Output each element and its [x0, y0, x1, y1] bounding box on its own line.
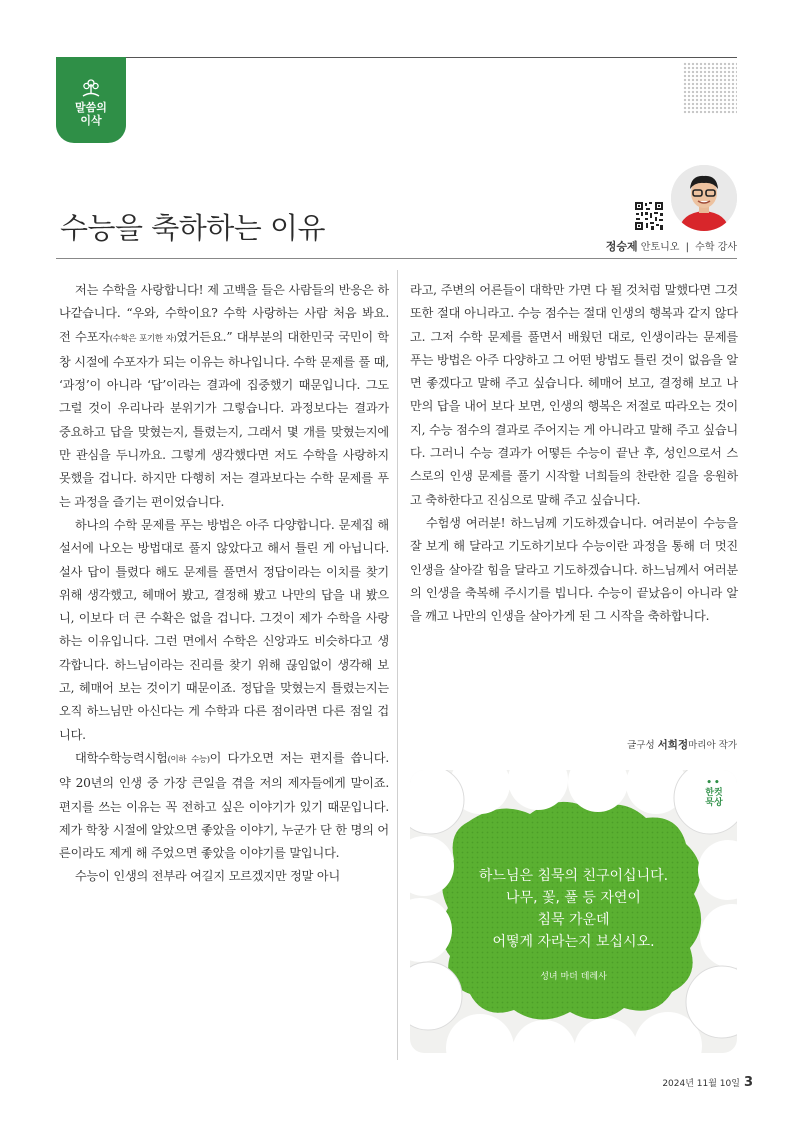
page-footer: [662, 1071, 753, 1090]
left-column: [59, 279, 389, 889]
author-byline: [606, 238, 737, 254]
author-name: 정승제: [605, 240, 638, 253]
quote-line: 하느님은 침묵의 친구이십니다.: [478, 868, 669, 884]
section-badge: [56, 57, 126, 143]
credit-role: 마리아 작가: [688, 740, 737, 751]
tag-dots-icon: ••: [706, 778, 722, 788]
halftone-decoration: [683, 62, 737, 114]
section-label-line2: 이삭: [80, 114, 102, 127]
author-baptismal-name: 안토니오: [640, 242, 680, 253]
author-photo: [671, 165, 737, 231]
author-portrait-icon: [671, 165, 737, 231]
section-label-line1: 말씀의: [75, 101, 107, 114]
quote-line: 침묵 가운데: [537, 912, 610, 928]
paragraph: 대학수학능력시험(이하 수능)이 다가오면 저는 편지를 씁니다. 약 20년의 인생 중 가장 큰일을 겪을 저의 제자들에게 말이죠. 편지를 쓰는 이유는 꼭 전하고 싶은 이야기가 있기 때문입니다. 제가 학창 시절에 알았으면 좋았을 이야기, 누군가 단 한 명의 어른이라도 제게 해 주었으면 좋았을 이야기를 말입니다.: [59, 750, 389, 861]
quote-line: 나무, 꽃, 풀 등 자연이: [506, 890, 641, 906]
paragraph: 수능이 인생의 전부라 여길지 모르겠지만 정말 아니: [75, 869, 341, 884]
quote-line: 어떻게 자라는지 보십시오.: [492, 934, 655, 950]
writer-credit: [627, 737, 737, 752]
header-rule: [56, 258, 737, 259]
paragraph: 저는 수학을 사랑합니다! 제 고백을 들은 사람들의 반응은 하나같습니다. “우와, 수학이요? 수학 사랑하는 사람 처음 봐요. 전 수포자(수학은 포기한 자)였거든요.” 대부분의 대한민국 국민이 학창 시절에 수포자가 되는 이유는 하나입니다. 수학 문제를 풀 때, ‘과정’이 아니라 ‘답’이라는 결과에 집중했기 때문입니다. 그도 그럴 것이 우리나라 분위기가 그렇습니다. 과정보다는 결과가 중요하고 답을 맞혔는지, 틀렸는지, 그래서 몇 개를 맞혔는지에만 관심을 두니까요. 그렇게 생각했다면 저도 수학을 사랑하지 못했을 겁니다. 하지만 다행히 저는 결과보다는 수학 문제를 푸는 과정을 즐기는 편이었습니다.: [59, 283, 389, 509]
right-column: [410, 279, 738, 628]
quote-card: [410, 770, 737, 1053]
article-title: 수능을 축하하는 이유: [60, 211, 326, 245]
wheat-sprout-icon: [78, 77, 104, 99]
inline-note: (수학은 포기한 자): [109, 333, 177, 344]
card-tag-line1: 한컷: [705, 788, 723, 798]
qr-code-icon[interactable]: [634, 201, 664, 231]
quote-source: 성녀 마더 데레사: [540, 972, 607, 982]
top-rule: [56, 57, 737, 58]
card-tag-line2: 묵상: [705, 798, 723, 808]
inline-note: (이하 수능): [167, 754, 210, 765]
column-divider: [397, 270, 398, 1060]
credit-name: 서희정: [657, 739, 689, 751]
page-number: 3: [743, 1075, 753, 1090]
quote-text: [450, 865, 697, 953]
paragraph: 하나의 수학 문제를 푸는 방법은 아주 다양합니다. 문제집 해설서에 나오는 방법대로 풀지 않았다고 해서 틀린 게 아닙니다. 설사 답이 틀렸다 해도 문제를 풀면서 정답이라는 이치를 찾기 위해 생각했고, 헤매어 봤고, 결정해 봤고 나만의 답을 내 봤으니, 이보다 더 큰 수확은 없을 겁니다. 그것이 제가 수학을 사랑하는 이유입니다. 그런 면에서 수학은 신앙과도 비슷하다고 생각합니다. 하느님이라는 진리를 찾기 위해 끊임없이 생각해 보고, 헤매어 보는 것이기 때문이죠. 정답을 맞혔는지 틀렸는지는 오직 하느님만 아신다는 게 수학과 다른 점이라면 다른 점일 겁니다.: [59, 517, 389, 742]
author-role: 수학 강사: [695, 242, 737, 253]
issue-date: 2024년 11월 10일: [662, 1079, 740, 1089]
paragraph: 라고, 주변의 어른들이 대학만 가면 다 될 것처럼 말했다면 그것 또한 절대 아니라고. 수능 점수는 절대 인생의 행복과 같지 않다고. 그저 수학 문제를 풀면서 배웠던 대로, 인생이라는 문제를 푸는 방법은 아주 다양하고 그 어떤 방법도 틀린 것이 없음을 알면 좋겠다고 말해 주고 싶습니다. 헤매어 보고, 결정해 보고 나만의 답을 내어 보다 보면, 인생의 행복은 저절로 따라오는 것이지, 수능 점수의 결과로 주어지는 게 아니라고 말해 주고 싶습니다. 그러니 수능 결과가 어떻든 수능이 끝난 후, 성인으로서 스스로의 인생 문제를 풀기 시작할 너희들의 찬란한 길을 응원하고 축하한다고 진심으로 말해 주고 싶습니다.: [410, 283, 738, 507]
card-tag: [703, 778, 725, 808]
credit-label: 글구성: [627, 740, 655, 751]
byline-separator: |: [685, 242, 689, 253]
paragraph: 수험생 여러분! 하느님께 기도하겠습니다. 여러분이 수능을 잘 보게 해 달라고 기도하기보다 수능이란 과정을 통해 더 멋진 인생을 살아갈 힘을 달라고 기도하겠습니다. 하느님께서 여러분의 인생을 축복해 주시기를 빕니다. 수능이 끝났음이 아니라 알을 깨고 나만의 인생을 살아가게 된 그 시작을 축하합니다.: [410, 515, 738, 624]
